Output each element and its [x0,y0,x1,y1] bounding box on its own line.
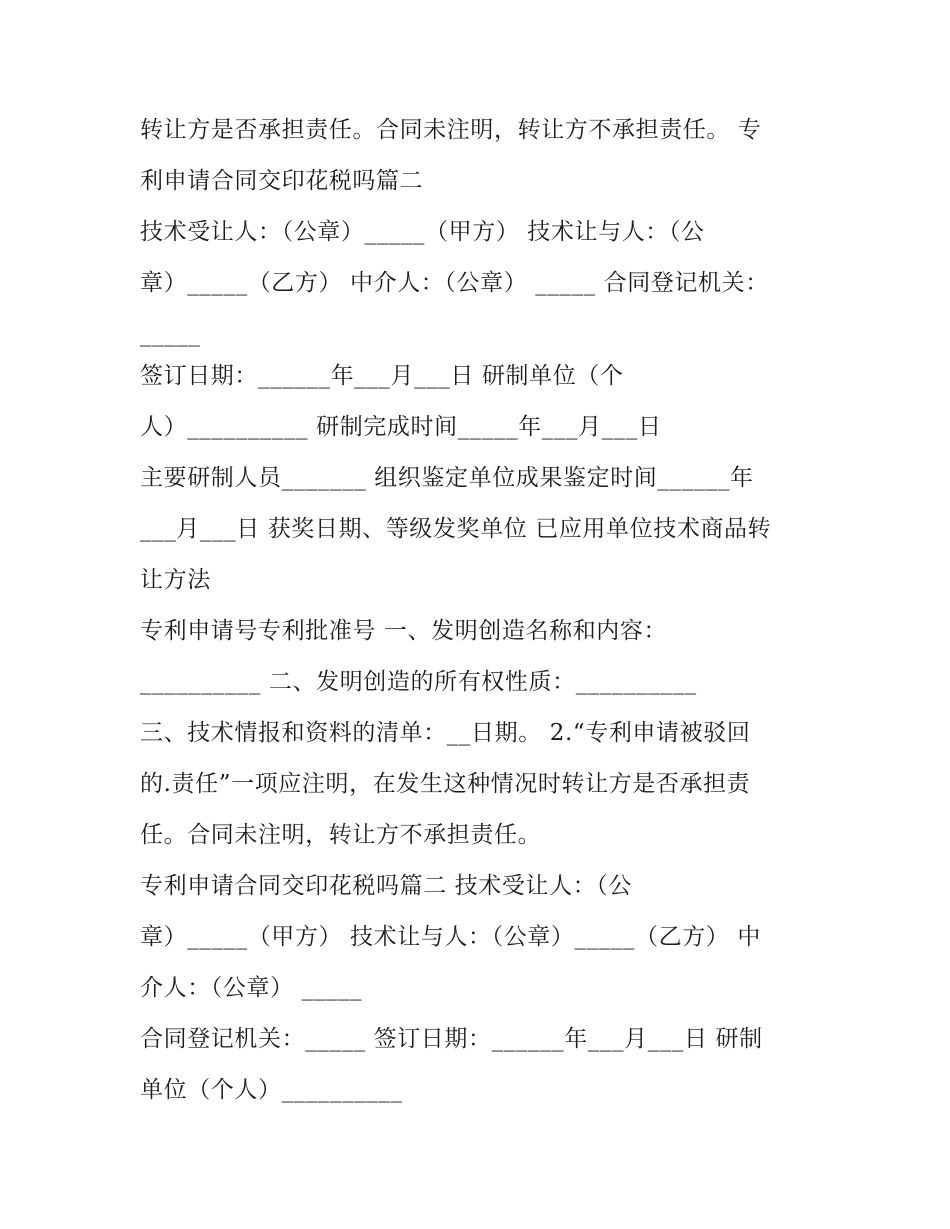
text-line: 人）__________ 研制完成时间_____年___月___日 [140,414,662,440]
text-line: _____ [140,321,201,347]
text-line: 三、技术情报和资料的清单：__日期。 2.“专利申请被驳回 [140,720,751,746]
text-line: 章）_____（甲方） 技术让与人：（公章）_____（乙方） 中 [140,924,761,950]
text-line: 专利申请号专利批准号 一、发明创造名称和内容： [140,618,668,644]
text-line: 合同登记机关：_____ 签订日期：______年___月___日 研制 [140,1026,763,1052]
text-line: 让方法 [140,567,211,593]
text-line: 专利申请合同交印花税吗篇二 技术受让人：（公 [140,873,633,899]
text-line: __________ 二、发明创造的所有权性质：__________ [140,669,697,695]
text-line: 主要研制人员_______ 组织鉴定单位成果鉴定时间______年 [140,465,754,491]
text-line: 的.责任”一项应注明，在发生这种情况时转让方是否承担责 [140,771,751,797]
text-line: 单位（个人）__________ [140,1077,403,1103]
text-line: 介人：（公章） _____ [140,975,363,1001]
text-line: 转让方是否承担责任。合同未注明，转让方不承担责任。 专 [140,117,762,143]
text-line: 章）_____（乙方） 中介人：（公章） _____ 合同登记机关： [140,270,769,296]
text-line: 任。合同未注明，转让方不承担责任。 [140,822,542,848]
text-line: 技术受让人：（公章）_____（甲方） 技术让与人：（公 [140,219,705,245]
text-line: 利申请合同交印花税吗篇二 [140,168,424,194]
text-line: ___月___日 获奖日期、等级发奖单位 已应用单位技术商品转 [140,516,772,542]
text-line: 签订日期：______年___月___日 研制单位（个 [140,363,624,389]
